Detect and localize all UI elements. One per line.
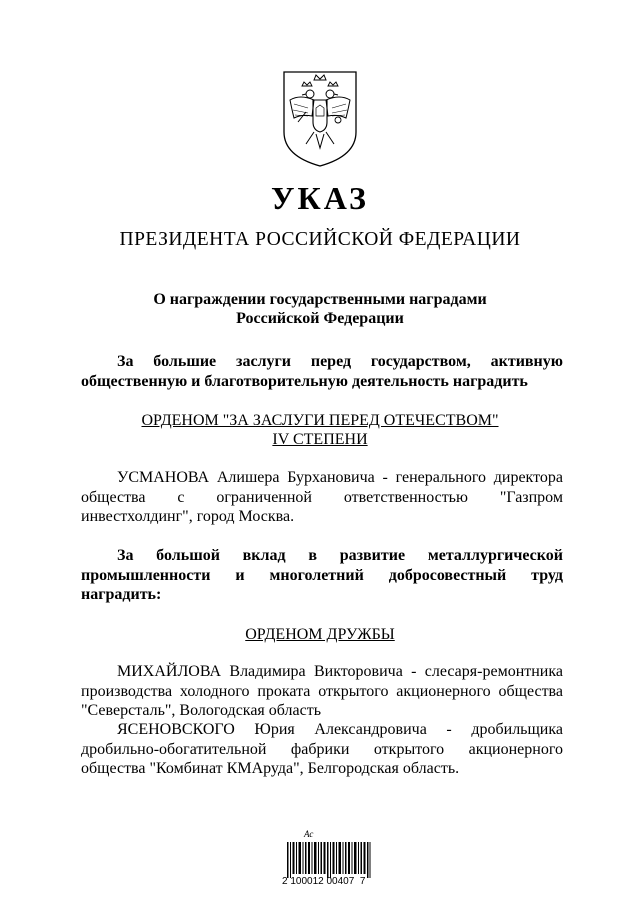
award-name: ОРДЕНОМ ДРУЖБЫ	[245, 626, 395, 643]
paragraph-line: УСМАНОВА Алишера Бурхановича - генерального директора	[117, 469, 563, 486]
paragraph-line: общественную и благотворительную деятельность наградить	[81, 372, 528, 390]
paragraph-line: МИХАЙЛОВА Владимира Викторовича - слесаря-ремонтника	[117, 663, 563, 680]
paragraph-line: общества с ограниченной ответственностью "Газпром	[81, 488, 563, 506]
paragraph-line: производства холодного проката открытого акционерного общества	[81, 682, 563, 700]
handwritten-initials: Ас	[304, 829, 314, 839]
paragraph-line: За большой вклад в развитие металлургической	[117, 547, 563, 564]
issuer-subtitle: ПРЕЗИДЕНТА РОССИЙСКОЙ ФЕДЕРАЦИИ	[119, 229, 521, 250]
subject-line: Российской Федерации	[236, 310, 404, 327]
barcode-icon	[287, 840, 371, 880]
paragraph-line: промышленности и многолетний добросовестный труд	[81, 566, 563, 584]
paragraph-line: дробильно-обогатительной фабрики открытого акционерного	[81, 740, 563, 758]
award-intro-paragraph	[81, 352, 563, 391]
barcode-number: 2 100012 00407 7	[282, 876, 366, 887]
paragraph-line: наградить:	[81, 586, 162, 603]
recipient-paragraph	[81, 662, 563, 721]
russian-coat-of-arms-icon	[280, 70, 360, 168]
paragraph-line: общества "Комбинат КМАруда", Белгородская область.	[81, 760, 460, 777]
recipient-paragraph	[81, 720, 563, 779]
document-title: УКАЗ	[271, 180, 369, 216]
subject-line: О награждении государственными наградами	[153, 291, 487, 308]
award-degree: IV СТЕПЕНИ	[272, 431, 368, 448]
award-intro-paragraph	[81, 546, 563, 605]
paragraph-line: ЯСЕНОВСКОГО Юрия Александровича - дробильщика	[117, 721, 563, 738]
award-name: ОРДЕНОМ "ЗА ЗАСЛУГИ ПЕРЕД ОТЕЧЕСТВОМ"	[141, 412, 499, 429]
recipient-paragraph	[81, 468, 563, 527]
paragraph-line: За большие заслуги перед государством, активную	[117, 353, 563, 370]
paragraph-line: "Северсталь", Вологодская область	[81, 702, 322, 719]
decree-subject	[0, 290, 640, 328]
paragraph-line: инвестхолдинг", город Москва.	[81, 508, 295, 525]
